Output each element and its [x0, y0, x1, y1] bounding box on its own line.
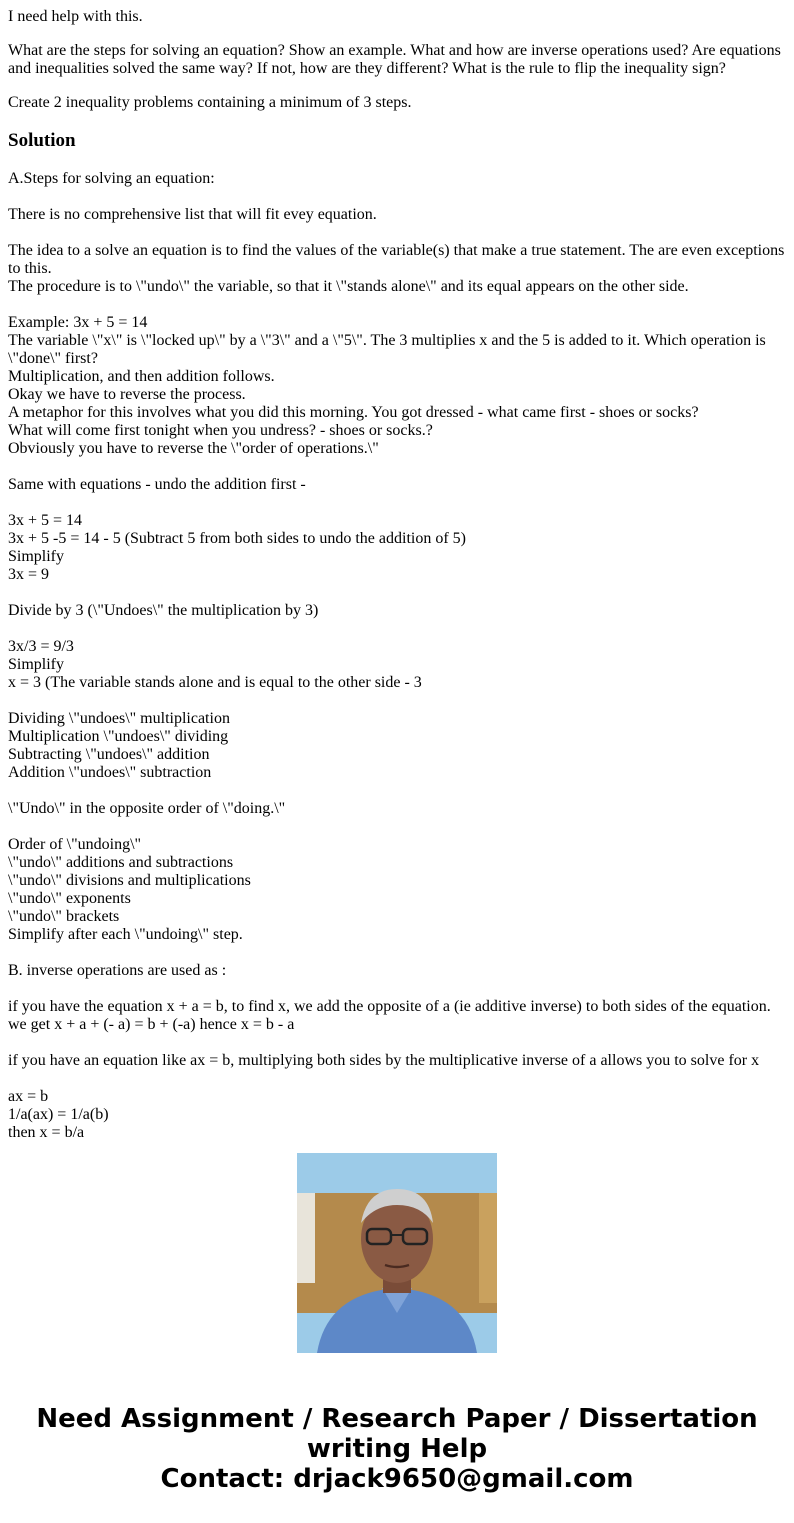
promo-contact: Contact: drjack9650@gmail.com: [160, 1464, 634, 1494]
author-photo: [297, 1153, 497, 1353]
solution-line: [8, 584, 786, 602]
solution-line: The variable \"x\" is \"locked up\" by a \"3\" and a \"5\". The 3 multiplies x and the 5 is added to it. Which operation is \"done\" first?: [8, 332, 770, 367]
solution-line: B. inverse operations are used as :: [8, 962, 227, 979]
solution-line: 3x + 5 = 14: [8, 512, 83, 529]
solution-line: [8, 188, 786, 206]
question-task: Create 2 inequality problems containing a minimum of 3 steps.: [8, 94, 412, 111]
solution-line: [8, 818, 786, 836]
solution-body: [8, 170, 789, 1176]
document: [8, 0, 789, 1176]
solution-line: Same with equations - undo the addition first -: [8, 476, 306, 493]
promo-footer: [0, 1404, 794, 1494]
solution-line: 1/a(ax) = 1/a(b): [8, 1106, 109, 1123]
solution-line: 3x/3 = 9/3: [8, 638, 74, 655]
question-intro: I need help with this.: [8, 8, 143, 25]
solution-line: Simplify: [8, 656, 65, 673]
solution-line: [8, 620, 786, 638]
solution-line: Multiplication, and then addition follows.: [8, 368, 275, 385]
solution-line: Okay we have to reverse the process.: [8, 386, 246, 403]
solution-line: A metaphor for this involves what you did this morning. You got dressed - what came first - shoes or socks?: [8, 404, 699, 421]
solution-line: \"undo\" additions and subtractions: [8, 854, 234, 871]
solution-line: Example: 3x + 5 = 14: [8, 314, 148, 331]
solution-line: if you have the equation x + a = b, to find x, we add the opposite of a (ie additive inverse) to both sides of the equation.: [8, 998, 771, 1015]
solution-line: [8, 782, 786, 800]
author-portrait-image: [297, 1153, 497, 1353]
solution-line: The idea to a solve an equation is to find the values of the variable(s) that make a true statement. The are even exceptions to this.: [8, 242, 789, 277]
question-body: What are the steps for solving an equation? Show an example. What and how are inverse operations used? Are equations and inequalities solved the same way? If not, how are they different? What is the rule to flip the inequality sign?: [8, 42, 781, 77]
solution-line: Multiplication \"undoes\" dividing: [8, 728, 229, 745]
solution-line: [8, 1034, 786, 1052]
solution-line: 3x = 9: [8, 566, 50, 583]
solution-line: [8, 296, 786, 314]
solution-line: 3x + 5 -5 = 14 - 5 (Subtract 5 from both sides to undo the addition of 5): [8, 530, 466, 547]
promo-line-1: Need Assignment / Research Paper / Dissertation: [36, 1404, 758, 1434]
solution-line: \"undo\" exponents: [8, 890, 131, 907]
solution-line: \"undo\" divisions and multiplications: [8, 872, 251, 889]
solution-line: ax = b: [8, 1088, 49, 1105]
solution-line: x = 3 (The variable stands alone and is equal to the other side - 3: [8, 674, 422, 691]
solution-line: Divide by 3 (\"Undoes\" the multiplication by 3): [8, 602, 319, 619]
solution-line: Dividing \"undoes\" multiplication: [8, 710, 230, 727]
solution-heading: Solution: [8, 130, 76, 151]
solution-line: we get x + a + (- a) = b + (-a) hence x = b - a: [8, 1016, 295, 1033]
solution-line: Subtracting \"undoes\" addition: [8, 746, 210, 763]
solution-line: [8, 224, 786, 242]
solution-line: [8, 692, 786, 710]
solution-line: Obviously you have to reverse the \"order of operations.\": [8, 440, 379, 457]
promo-line-2: writing Help: [306, 1434, 488, 1464]
solution-line: if you have an equation like ax = b, multiplying both sides by the multiplicative inverse of a allows you to solve for x: [8, 1052, 760, 1069]
solution-line: There is no comprehensive list that will fit evey equation.: [8, 206, 377, 223]
solution-line: [8, 980, 786, 998]
solution-line: The procedure is to \"undo\" the variable, so that it \"stands alone\" and its equal appears on the other side.: [8, 278, 689, 295]
solution-line: \"undo\" brackets: [8, 908, 120, 925]
solution-line: [8, 944, 786, 962]
solution-line: Simplify: [8, 548, 65, 565]
solution-line: Simplify after each \"undoing\" step.: [8, 926, 243, 943]
solution-line: A.Steps for solving an equation:: [8, 170, 215, 187]
solution-line: What will come first tonight when you undress? - shoes or socks.?: [8, 422, 433, 439]
solution-line: [8, 494, 786, 512]
solution-line: [8, 1070, 786, 1088]
solution-line: then x = b/a: [8, 1124, 85, 1141]
solution-line: Order of \"undoing\": [8, 836, 142, 853]
solution-line: Addition \"undoes\" subtraction: [8, 764, 212, 781]
solution-line: [8, 458, 786, 476]
solution-line: \"Undo\" in the opposite order of \"doing.\": [8, 800, 286, 817]
